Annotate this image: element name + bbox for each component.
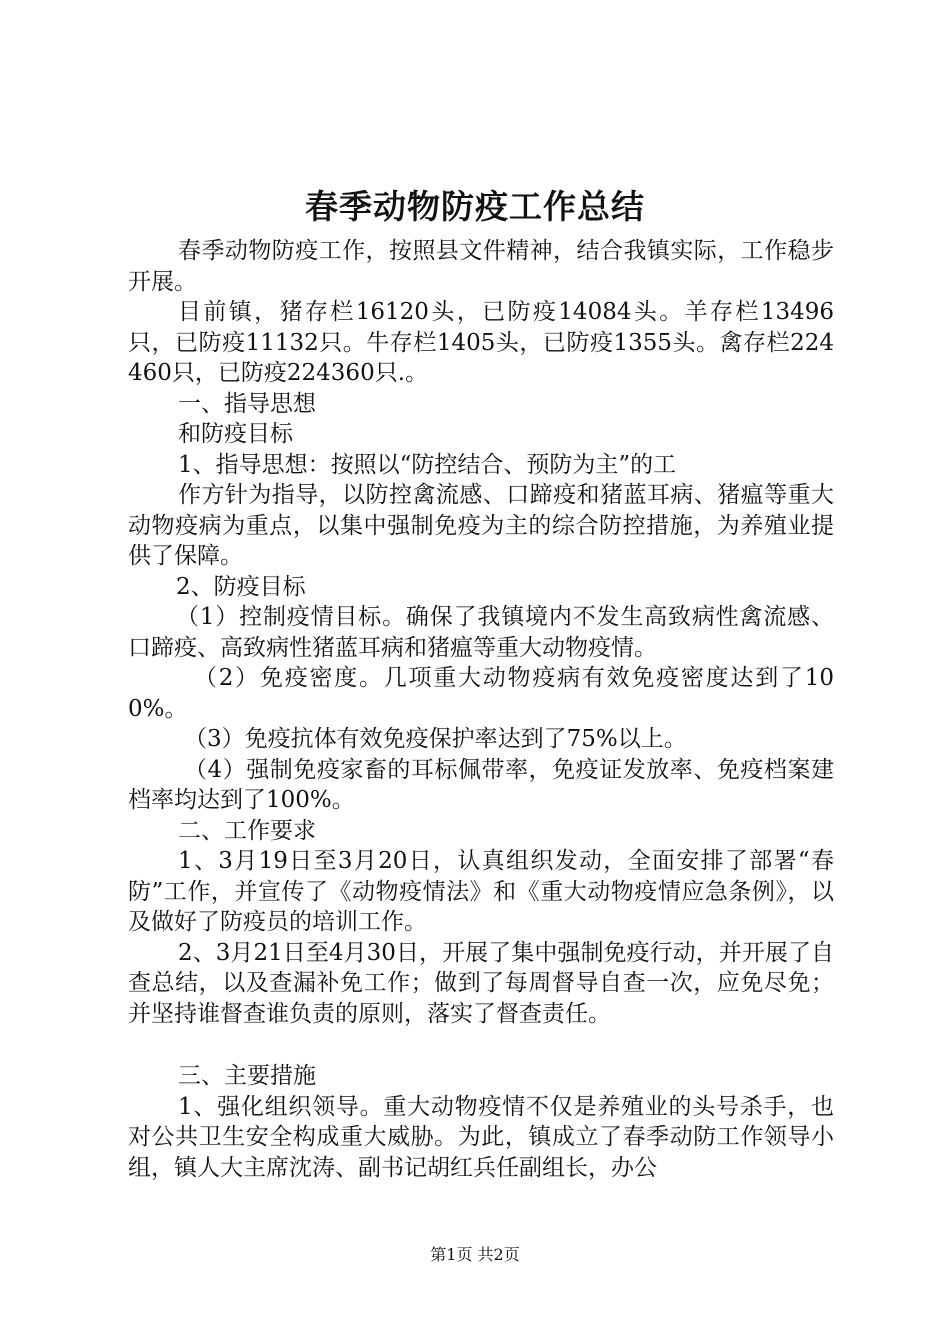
document-title: 春季动物防疫工作总结 [305, 187, 645, 226]
paragraph-goal-1: （1）控制疫情目标。确保了我镇境内不发生高致病性禽流感、口蹄疫、高致病性猪蓝耳病和猪瘟等重大动物疫情。 [128, 604, 834, 661]
paragraph-requirement-2: 2、3月21日至4月30日，开展了集中强制免疫行动，并开展了自查总结，以及查漏补免工作；做到了每周督导自查一次，应免尽免；并坚持谁督查谁负责的原则，落实了督查责任。 [128, 939, 834, 1027]
paragraph-livestock-stats: 目前镇，猪存栏16120头，已防疫14084头。羊存栏13496只，已防疫11132只。牛存栏1405头，已防疫1355头。禽存栏224460只，已防疫224360只.。 [128, 299, 834, 386]
paragraph-requirement-1: 1、3月19日至3月20日，认真组织发动，全面安排了部署“春防”工作，并宣传了《动物疫情法》和《重大动物疫情应急条例》，以及做好了防疫员的培训工作。 [128, 848, 834, 935]
paragraph-goal-4: （4）强制免疫家畜的耳标佩带率，免疫证发放率、免疫档案建档率均达到了100%。 [128, 756, 834, 813]
paragraph-goal-3: （3）免疫抗体有效免疫保护率达到了75%以上。 [184, 726, 687, 752]
paragraph-gap [128, 1029, 834, 1061]
section-heading-guiding-thought: 一、指导思想 [178, 390, 316, 417]
section-heading-main-measures: 三、主要措施 [178, 1063, 316, 1089]
subheading-prevention-goals: 2、防疫目标 [176, 573, 306, 600]
paragraph-goal-2: （2）免疫密度。几项重大动物疫病有效免疫密度达到了100%。 [128, 665, 834, 722]
document-body [128, 236, 834, 1183]
page-number-footer: 第1页 共2页 [430, 1245, 520, 1264]
paragraph-measure-1: 1、强化组织领导。重大动物疫情不仅是养殖业的头号杀手，也对公共卫生安全构成重大威胁。为此，镇成立了春季动防工作领导小组，镇人大主席沈涛、副书记胡红兵任副组长，办公 [128, 1093, 834, 1181]
paragraph-guiding-thought-body: 作方针为指导，以防控禽流感、口蹄疫和猪蓝耳病、猪瘟等重大动物疫病为重点，以集中强制免疫为主的综合防控措施，为养殖业提供了保障。 [128, 482, 834, 569]
section-heading-continuation: 和防疫目标 [178, 421, 293, 447]
paragraph-guiding-thought-lead: 1、指导思想：按照以“防控结合、预防为主”的工 [178, 451, 677, 478]
section-heading-work-requirements: 二、工作要求 [178, 817, 316, 844]
paragraph-intro: 春季动物防疫工作，按照县文件精神，结合我镇实际，工作稳步开展。 [128, 238, 834, 295]
